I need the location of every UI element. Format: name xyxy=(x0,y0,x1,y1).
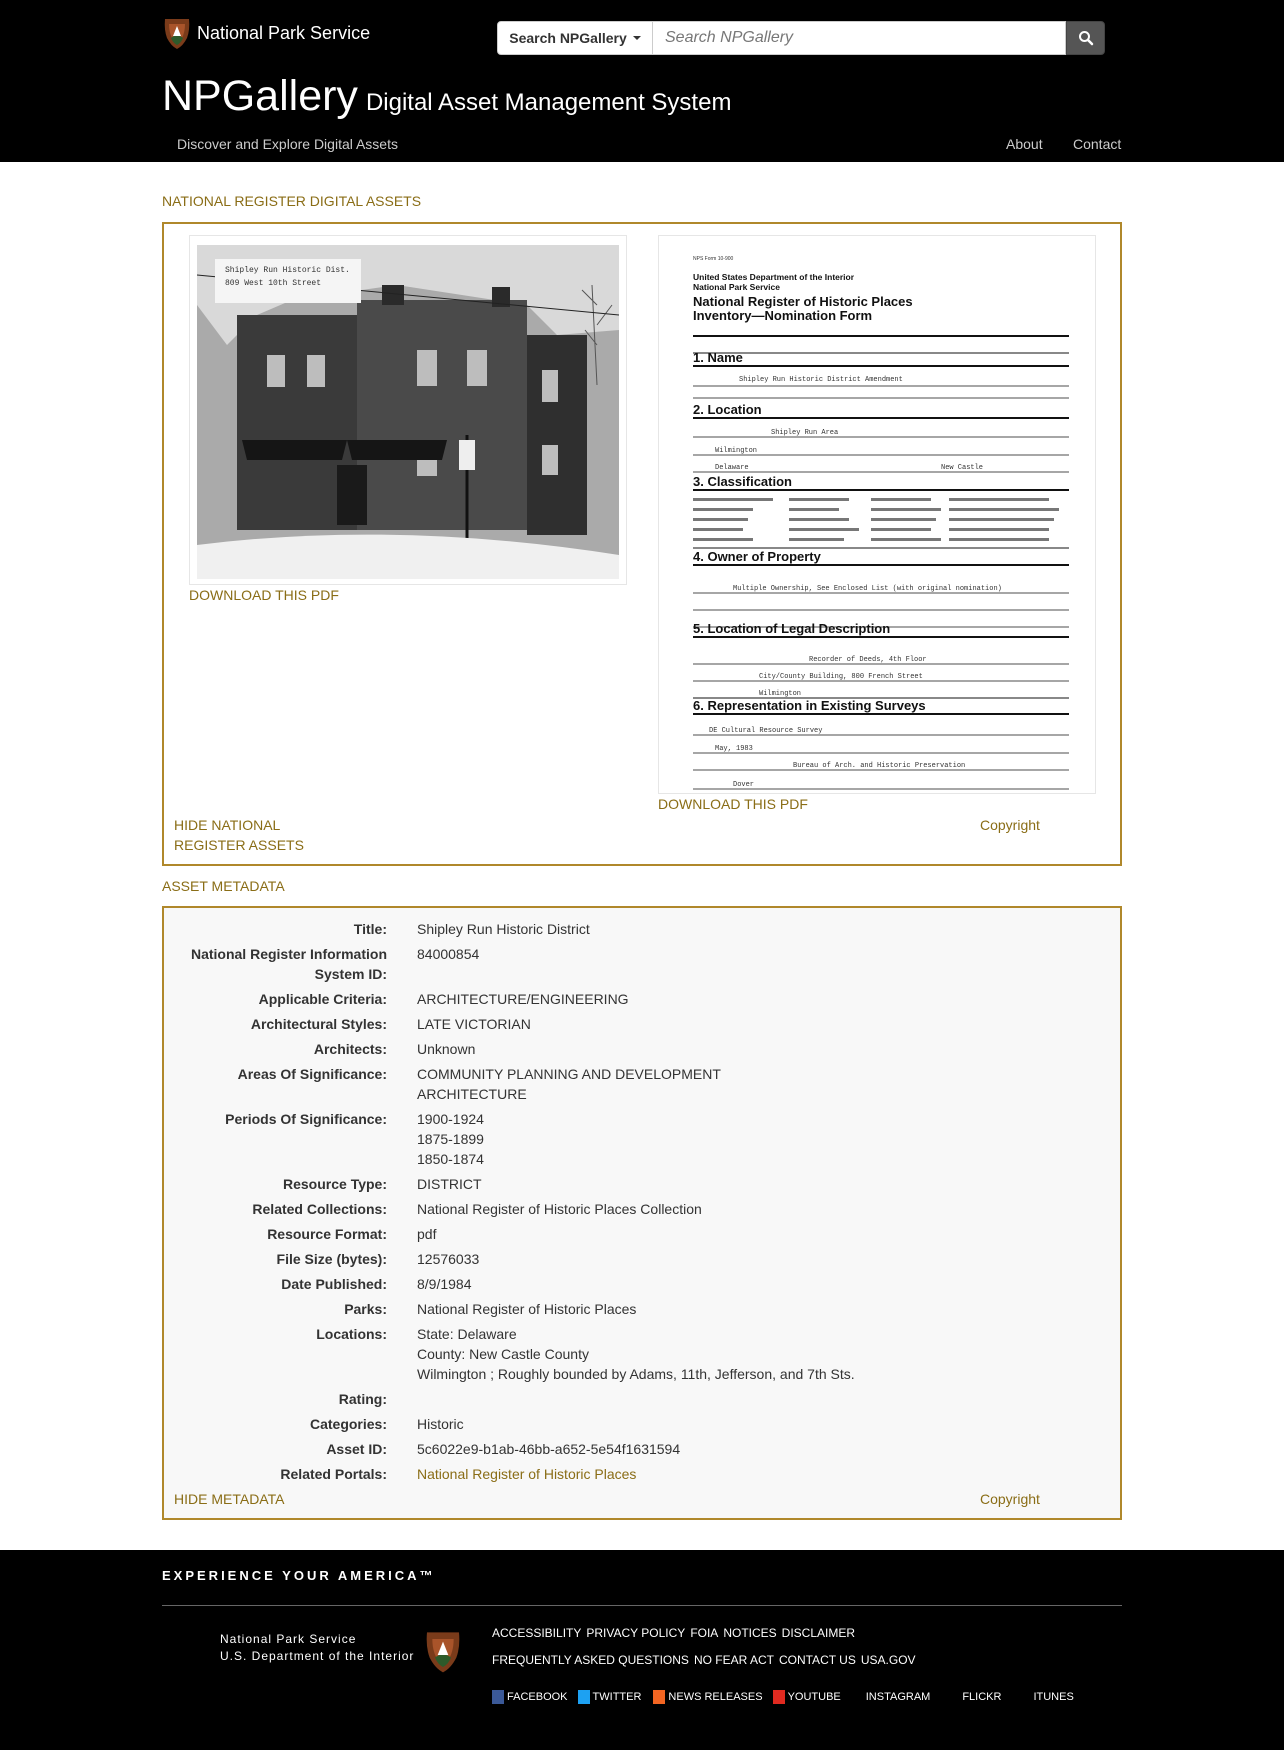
experience-your-america-logo[interactable]: EXPERIENCE YOUR AMERICA™ xyxy=(162,1568,436,1583)
meta-value-line: County: New Castle County xyxy=(417,1346,589,1362)
social-news-releases[interactable] xyxy=(653,1690,762,1704)
meta-value xyxy=(417,1014,531,1034)
meta-label: Asset ID: xyxy=(326,1441,387,1457)
building-photo xyxy=(197,245,619,579)
hide-metadata-link[interactable]: HIDE METADATA xyxy=(174,1491,285,1507)
meta-value-line: COMMUNITY PLANNING AND DEVELOPMENT xyxy=(417,1066,721,1082)
footer-link[interactable]: USA.GOV xyxy=(860,1653,916,1667)
footer-link[interactable]: FREQUENTLY ASKED QUESTIONS xyxy=(492,1653,689,1667)
meta-value-line: National Register of Historic Places Collection xyxy=(417,1201,702,1217)
social-label: FLICKR xyxy=(962,1691,1002,1703)
photo-caption-card xyxy=(215,259,361,303)
search-button[interactable] xyxy=(1066,21,1105,55)
meta-value xyxy=(417,1324,855,1384)
site-footer xyxy=(0,1550,1284,1750)
site-title-main: NPGallery xyxy=(162,72,358,120)
meta-value xyxy=(417,1224,436,1244)
form-section-6: 6. Representation in Existing Surveys xyxy=(693,698,926,713)
meta-row-styles xyxy=(164,1014,1120,1034)
nav-about-link[interactable]: About xyxy=(1006,136,1043,152)
form-section-4: 4. Owner of Property xyxy=(693,549,821,564)
meta-value-line: ARCHITECTURE/ENGINEERING xyxy=(417,991,629,1007)
meta-row-nris-id xyxy=(164,944,1120,984)
form-historic-name: Shipley Run Historic District Amendment xyxy=(739,376,903,384)
meta-row-areas xyxy=(164,1064,1120,1104)
related-portal-link[interactable]: National Register of Historic Places xyxy=(417,1466,637,1482)
meta-value xyxy=(417,1274,472,1294)
site-header xyxy=(0,0,1284,162)
meta-value xyxy=(417,1414,464,1434)
meta-row-resource-type xyxy=(164,1174,1120,1194)
social-itunes[interactable] xyxy=(1033,1691,1073,1703)
meta-row-architects xyxy=(164,1039,1120,1059)
search-input[interactable] xyxy=(653,21,1066,55)
meta-label xyxy=(164,944,387,984)
nps-arrowhead-icon xyxy=(162,16,192,50)
meta-value xyxy=(417,1109,484,1169)
meta-value-line: State: Delaware xyxy=(417,1326,517,1342)
metadata-panel xyxy=(162,906,1122,1520)
social-label: INSTAGRAM xyxy=(865,1691,931,1703)
social-twitter[interactable] xyxy=(578,1690,642,1704)
meta-value xyxy=(417,1439,680,1459)
nps-arrowhead-icon[interactable] xyxy=(423,1625,463,1677)
social-label: YOUTUBE xyxy=(787,1691,841,1703)
hide-link-line: REGISTER ASSETS xyxy=(174,837,304,853)
footer-link[interactable]: DISCLAIMER xyxy=(781,1626,856,1640)
meta-row-periods xyxy=(164,1109,1120,1169)
footer-org-line: U.S. Department of the Interior xyxy=(220,1649,415,1663)
meta-row-parks xyxy=(164,1299,1120,1319)
meta-row-portals xyxy=(164,1464,1120,1484)
footer-links-row-2 xyxy=(492,1653,921,1667)
form-dept: United States Department of the Interior xyxy=(693,272,855,282)
footer-org-line: National Park Service xyxy=(220,1632,357,1646)
nps-brand-text: National Park Service xyxy=(197,22,371,43)
meta-label-line: National Register Information xyxy=(190,946,387,962)
form-agency: National Park Service xyxy=(693,282,780,292)
search-icon xyxy=(1078,30,1094,46)
meta-row-format xyxy=(164,1224,1120,1244)
social-youtube[interactable] xyxy=(773,1690,841,1704)
social-label: ITUNES xyxy=(1033,1691,1074,1703)
search-scope-dropdown[interactable] xyxy=(497,21,653,55)
form-section-5: 5. Location of Legal Description xyxy=(693,621,891,636)
meta-label: Related Collections: xyxy=(252,1201,387,1217)
form-section-3: 3. Classification xyxy=(693,474,792,489)
footer-link[interactable]: ACCESSIBILITY xyxy=(492,1626,582,1640)
meta-value xyxy=(417,1299,636,1319)
meta-value xyxy=(417,989,629,1009)
meta-label: Resource Format: xyxy=(267,1226,387,1242)
footer-divider xyxy=(162,1605,1122,1606)
meta-label: Applicable Criteria: xyxy=(258,991,387,1007)
nav-tagline[interactable]: Discover and Explore Digital Assets xyxy=(177,136,398,152)
meta-value-line: Historic xyxy=(417,1416,464,1432)
nps-brand[interactable] xyxy=(162,16,370,50)
meta-row-title xyxy=(164,919,1120,939)
meta-value xyxy=(417,1039,475,1059)
meta-value xyxy=(417,944,479,984)
meta-label: Date Published: xyxy=(281,1276,387,1292)
form-section-2: 2. Location xyxy=(693,402,762,417)
meta-value xyxy=(417,919,590,939)
social-label: NEWS RELEASES xyxy=(668,1691,763,1703)
form-section-1: 1. Name xyxy=(693,350,743,365)
form-state: Delaware xyxy=(715,464,749,472)
meta-label: Locations: xyxy=(316,1326,387,1342)
nav-contact-link[interactable]: Contact xyxy=(1073,136,1122,152)
download-pdf-link[interactable]: DOWNLOAD THIS PDF xyxy=(189,587,339,603)
form-number: NPS Form 10-900 xyxy=(693,256,734,262)
meta-value-line: Shipley Run Historic District xyxy=(417,921,590,937)
meta-value-line: Wilmington ; Roughly bounded by Adams, 11th, Jefferson, and 7th Sts. xyxy=(417,1366,855,1382)
form-owner: Multiple Ownership, See Enclosed List (with original nomination) xyxy=(733,585,1002,593)
meta-value-line: DISTRICT xyxy=(417,1176,482,1192)
form-survey: DE Cultural Resource Survey xyxy=(709,727,823,735)
search-scope-label: Search NPGallery xyxy=(509,30,627,46)
assets-panel xyxy=(162,222,1122,866)
meta-label: Categories: xyxy=(309,1416,387,1432)
form-date: May, 1983 xyxy=(715,745,753,753)
form-title-1: National Register of Historic Places xyxy=(693,294,913,309)
meta-value-line: 1875-1899 xyxy=(417,1131,484,1147)
nomination-form-image xyxy=(659,236,1096,794)
facebook-icon xyxy=(492,1690,504,1704)
meta-label: Parks: xyxy=(344,1301,387,1317)
social-links xyxy=(492,1690,1074,1704)
meta-value xyxy=(417,1174,482,1194)
news-releases-icon xyxy=(653,1690,665,1704)
form-title-2: Inventory—Nomination Form xyxy=(693,308,873,323)
meta-value xyxy=(417,1464,636,1484)
meta-row-file-size xyxy=(164,1249,1120,1269)
photo-caption-line: Shipley Run Historic Dist. xyxy=(225,266,350,275)
hide-register-assets-link[interactable] xyxy=(174,815,304,855)
meta-label: File Size (bytes): xyxy=(276,1251,387,1267)
form-city-2: Wilmington xyxy=(759,690,802,698)
meta-value-line: 12576033 xyxy=(417,1251,480,1267)
meta-label: Architects: xyxy=(313,1041,387,1057)
meta-row-date xyxy=(164,1274,1120,1294)
form-county: New Castle xyxy=(941,464,984,472)
meta-label: Rating: xyxy=(338,1391,387,1407)
copyright-link[interactable]: Copyright xyxy=(980,817,1040,833)
assets-heading: NATIONAL REGISTER DIGITAL ASSETS xyxy=(162,193,422,209)
footer-link[interactable]: NOTICES xyxy=(723,1626,777,1640)
meta-row-collections xyxy=(164,1199,1120,1219)
meta-row-asset-id xyxy=(164,1439,1120,1459)
form-city: Wilmington xyxy=(715,447,758,455)
twitter-icon xyxy=(578,1690,590,1704)
social-label: TWITTER xyxy=(592,1691,642,1703)
meta-value-line: pdf xyxy=(417,1226,437,1242)
youtube-icon xyxy=(773,1690,785,1704)
footer-link[interactable]: FOIA xyxy=(690,1626,719,1640)
photo-caption-line: 809 West 10th Street xyxy=(225,279,322,288)
meta-value-line: 1850-1874 xyxy=(417,1151,484,1167)
meta-label: Architectural Styles: xyxy=(250,1016,387,1032)
meta-label: Resource Type: xyxy=(283,1176,387,1192)
meta-label: Periods Of Significance: xyxy=(225,1111,387,1127)
photo-thumbnail[interactable] xyxy=(189,235,627,585)
footer-link[interactable]: NO FEAR ACT xyxy=(693,1653,774,1667)
meta-label-line: System ID: xyxy=(314,966,387,982)
meta-row-categories xyxy=(164,1414,1120,1434)
site-title-sub: Digital Asset Management System xyxy=(365,89,732,116)
meta-label: Related Portals: xyxy=(280,1466,387,1482)
meta-value-line: 8/9/1984 xyxy=(417,1276,472,1292)
form-city-3: Dover xyxy=(733,781,755,789)
nomination-form-page xyxy=(659,236,1095,793)
chevron-down-icon xyxy=(633,36,641,40)
hide-link-line: HIDE NATIONAL xyxy=(174,817,281,833)
metadata-heading: ASSET METADATA xyxy=(162,878,285,894)
meta-label: Title: xyxy=(353,921,387,937)
site-title[interactable] xyxy=(162,72,731,121)
meta-row-locations xyxy=(164,1324,1120,1384)
meta-value xyxy=(417,1064,721,1104)
social-label: FACEBOOK xyxy=(507,1691,568,1703)
social-flickr[interactable] xyxy=(962,1691,1001,1703)
download-pdf-link[interactable]: DOWNLOAD THIS PDF xyxy=(658,796,808,812)
meta-value-line: LATE VICTORIAN xyxy=(417,1016,531,1032)
meta-row-criteria xyxy=(164,989,1120,1009)
form-courthouse: Recorder of Deeds, 4th Floor xyxy=(809,656,927,664)
meta-value-line: National Register of Historic Places xyxy=(417,1301,637,1317)
social-facebook[interactable] xyxy=(492,1690,568,1704)
meta-value-line: ARCHITECTURE xyxy=(417,1086,527,1102)
footer-link[interactable]: PRIVACY POLICY xyxy=(586,1626,686,1640)
meta-value-line: 84000854 xyxy=(417,946,480,962)
meta-row-rating xyxy=(164,1389,1120,1409)
meta-value xyxy=(417,1249,479,1269)
meta-value-line: 1900-1924 xyxy=(417,1111,484,1127)
form-thumbnail[interactable] xyxy=(658,235,1096,794)
footer-links-row-1 xyxy=(492,1626,860,1640)
social-instagram[interactable] xyxy=(866,1691,931,1703)
copyright-link[interactable]: Copyright xyxy=(980,1491,1040,1507)
form-depository: Bureau of Arch. and Historic Preservation xyxy=(793,762,966,770)
meta-value xyxy=(417,1199,702,1219)
meta-value-line: 5c6022e9-b1ab-46bb-a652-5e54f1631594 xyxy=(417,1441,681,1457)
form-building: City/County Building, 800 French Street xyxy=(759,673,923,681)
form-street: Shipley Run Area xyxy=(771,429,839,437)
meta-value-line: Unknown xyxy=(417,1041,476,1057)
footer-link[interactable]: CONTACT US xyxy=(778,1653,856,1667)
footer-org xyxy=(220,1631,414,1665)
meta-label: Areas Of Significance: xyxy=(237,1066,387,1082)
search-bar xyxy=(497,21,1105,55)
